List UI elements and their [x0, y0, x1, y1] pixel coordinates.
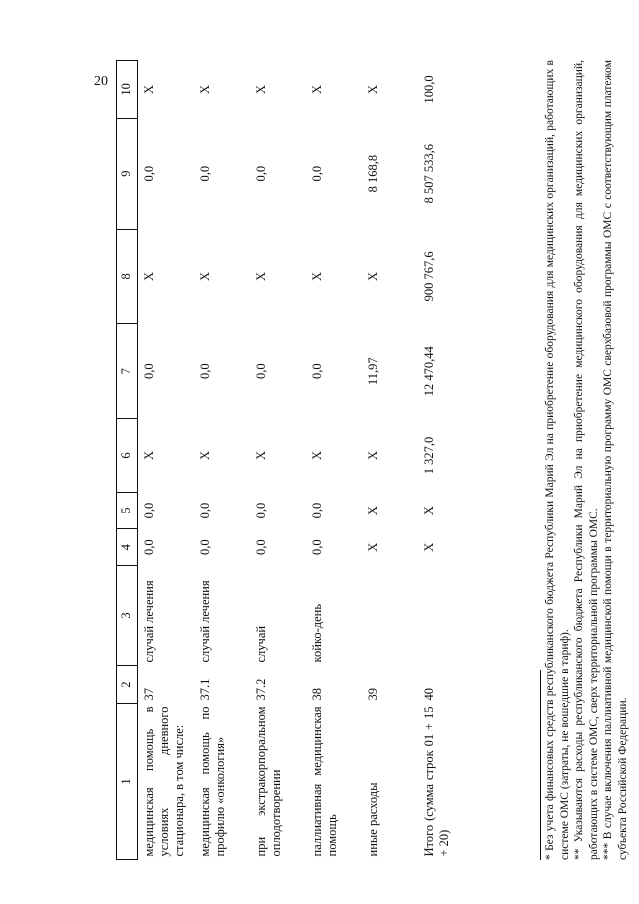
table-row: [362, 61, 418, 860]
row-label: Итого (сумма строк 01 + 15 + 20): [421, 706, 451, 857]
row-label: медицинская помощь по профилю «онкология»: [197, 706, 227, 857]
table-row: [418, 61, 474, 860]
rotated-page-content: [116, 60, 629, 860]
table-row: [250, 61, 306, 860]
col-header: 3: [117, 566, 138, 666]
table-cell: 0,0: [142, 539, 156, 556]
table-cell: 0,0: [309, 363, 324, 380]
table-cell: 0,0: [142, 165, 156, 182]
table-cell: 12 470,44: [421, 346, 436, 397]
table-cell: X: [365, 450, 380, 460]
footnote-3: *** В случае включения паллиативной медицинской помощи в территориальную программу ОМС сверхбазовой программы ОМС с соответствующим платежом субъекта Российской Федерации.: [602, 60, 629, 860]
row-unit: случай лечения: [197, 580, 212, 663]
row-code: 40: [421, 688, 436, 701]
footnotes: [543, 60, 630, 860]
table-cell: 8 168,8: [365, 154, 380, 193]
col-header: 6: [117, 419, 138, 493]
row-unit: случай лечения: [142, 580, 156, 663]
footnote-divider: [540, 670, 541, 860]
table-row: [306, 61, 362, 860]
footnote-2: ** Указываются расходы республиканского бюджета Республики Марий Эл на приобретение медицинского оборудования для медицинских организаций, работающих в системе ОМС, сверх территориальной программы ОМС.: [573, 60, 600, 860]
table-cell: X: [365, 506, 380, 516]
page-number: 20: [94, 74, 108, 89]
financing-table: [116, 60, 474, 860]
row-label: паллиативная медицинская помощь: [309, 706, 339, 857]
table-cell: X: [142, 271, 156, 281]
table-row: [138, 61, 194, 860]
row-unit: [362, 566, 418, 666]
row-code: 37.2: [253, 678, 268, 701]
row-code: 38: [309, 688, 324, 701]
table-cell: X: [365, 542, 380, 552]
table-cell: 0,0: [197, 363, 212, 380]
table-cell: 11,97: [365, 357, 380, 386]
col-header: 1: [117, 704, 138, 860]
table-cell: 0,0: [197, 539, 212, 556]
row-label: медицинская помощь в условиях дневного стационара, в том числе:: [142, 706, 186, 857]
table-cell: 8 507 533,6: [421, 143, 436, 204]
col-header: 7: [117, 324, 138, 419]
table-cell: 0,0: [142, 502, 156, 519]
col-header: 9: [117, 118, 138, 229]
table-cell: 0,0: [197, 502, 212, 519]
table-cell: 1 327,0: [421, 436, 436, 475]
table-cell: 100,0: [421, 75, 436, 104]
col-header: 4: [117, 529, 138, 566]
table-cell: X: [365, 84, 380, 94]
table-cell: 0,0: [142, 363, 156, 380]
row-unit: койко-день: [309, 603, 324, 663]
table-cell: 0,0: [253, 363, 268, 380]
table-cell: X: [142, 84, 156, 94]
footnote-1: * Без учета финансовых средств республиканского бюджета Республики Марий Эл на приобретение оборудования для медицинских организаций, работающих в системе ОМС (затраты, не вошедшие в тариф).: [544, 60, 571, 860]
table-cell: 0,0: [309, 165, 324, 182]
table-cell: 0,0: [309, 539, 324, 556]
row-code: 37: [142, 688, 156, 701]
table-cell: X: [253, 450, 268, 460]
col-header: 2: [117, 666, 138, 704]
table-cell: X: [309, 84, 324, 94]
table-cell: X: [197, 271, 212, 281]
col-header: 10: [117, 61, 138, 119]
table-cell: 0,0: [197, 165, 212, 182]
col-header: 8: [117, 229, 138, 324]
row-code: 39: [365, 688, 380, 701]
table-cell: X: [309, 450, 324, 460]
table-cell: 0,0: [253, 502, 268, 519]
table-cell: X: [365, 271, 380, 281]
row-label: при экстракорпоральном оплодотворении: [253, 706, 283, 857]
col-header: 5: [117, 492, 138, 529]
row-label: иные расходы: [365, 782, 380, 857]
table-cell: X: [197, 84, 212, 94]
table-cell: 0,0: [253, 165, 268, 182]
table-cell: X: [253, 84, 268, 94]
row-code: 37.1: [197, 678, 212, 701]
row-unit: [418, 566, 474, 666]
table-cell: X: [309, 271, 324, 281]
table-cell: 0,0: [309, 502, 324, 519]
table-cell: X: [197, 450, 212, 460]
table-header-row: [117, 61, 138, 860]
table-cell: 900 767,6: [421, 251, 436, 302]
table-cell: X: [253, 271, 268, 281]
table-cell: X: [142, 450, 156, 460]
table-cell: 0,0: [253, 539, 268, 556]
row-unit: случай: [253, 625, 268, 663]
table-cell: X: [421, 506, 436, 516]
table-cell: X: [421, 542, 436, 552]
table-row: [194, 61, 250, 860]
